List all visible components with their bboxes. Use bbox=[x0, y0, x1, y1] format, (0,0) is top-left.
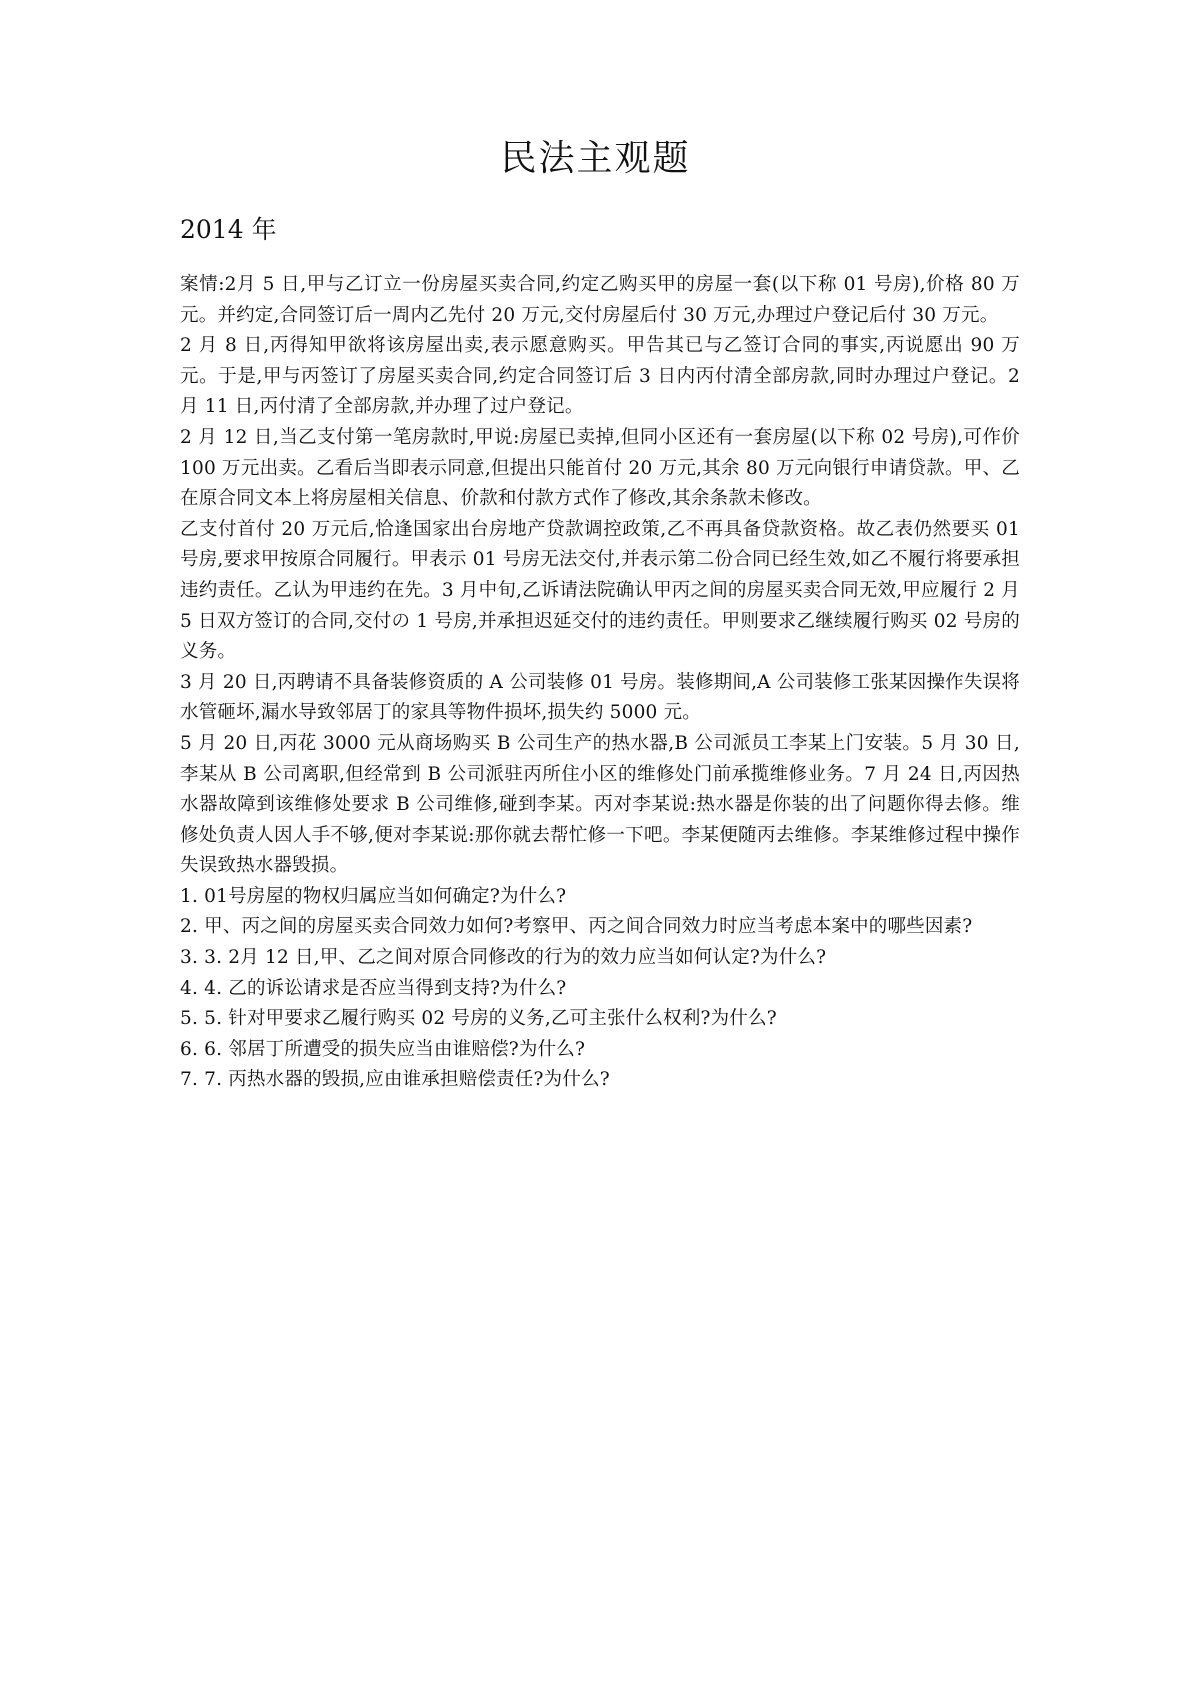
question-3: 3. 3. 2月 12 日,甲、乙之间对原合同修改的行为的效力应当如何认定?为什么? bbox=[180, 947, 827, 969]
case-paragraph-2: 2 月 8 日,丙得知甲欲将该房屋出卖,表示愿意购买。甲告其已与乙签订合同的事实,丙说愿出 90 万元。于是,甲与丙签订了房屋买卖合同,约定合同签订后 3 日内丙付清全部房款,同时办理过户登记。2 月 11 日,丙付清了全部房款,并办理了过户登记。 bbox=[180, 335, 1020, 418]
question-1: 1. 01号房屋的物权归属应当如何确定?为什么? bbox=[180, 885, 567, 907]
question-5: 5. 5. 针对甲要求乙履行购买 02 号房的义务,乙可主张什么权利?为什么? bbox=[180, 1008, 777, 1030]
year-heading: 2014 年 bbox=[180, 215, 277, 244]
case-paragraph-3: 2 月 12 日,当乙支付第一笔房款时,甲说:房屋已卖掉,但同小区还有一套房屋(以下称 02 号房),可作价 100 万元出卖。乙看后当即表示同意,但提出只能首付 20 万元,其余 80 万元向银行申请贷款。甲、乙在原合同文本上将房屋相关信息、价款和付款方式作了修改,其余条款未修改。 bbox=[180, 426, 1020, 510]
question-list bbox=[180, 882, 1020, 1096]
case-paragraph-5: 3 月 20 日,丙聘请不具备装修资质的 A 公司装修 01 号房。装修期间,A 公司装修工张某因操作失误将水管砸坏,漏水导致邻居丁的家具等物件损坏,损失约 5000 元。 bbox=[180, 671, 1020, 724]
document-title: 民法主观题 bbox=[500, 138, 691, 179]
case-paragraph-6: 5 月 20 日,丙花 3000 元从商场购买 B 公司生产的热水器,B 公司派员工李某上门安装。5 月 30 日,李某从 B 公司离职,但经常到 B 公司派驻丙所住小区的维修处门前承揽维修业务。7 月 24 日,丙因热水器故障到该维修处要求 B 公司维修,碰到李某。丙对李某说:热水器是你装的出了问题你得去修。维修处负责人因人手不够,便对李某说:那你就去帮忙修一下吧。李某便随丙去维修。李某维修过程中操作失误致热水器毁损。 bbox=[180, 732, 1020, 877]
question-6: 6. 6. 邻居丁所遭受的损失应当由谁赔偿?为什么? bbox=[180, 1038, 586, 1060]
question-7: 7. 7. 丙热水器的毁损,应由谁承担赔偿责任?为什么? bbox=[180, 1069, 610, 1091]
question-4: 4. 4. 乙的诉讼请求是否应当得到支持?为什么? bbox=[180, 977, 567, 999]
question-2: 2. 甲、丙之间的房屋买卖合同效力如何?考察甲、丙之间合同效力时应当考虑本案中的哪些因素? bbox=[180, 916, 973, 938]
document-body bbox=[180, 270, 1020, 1096]
case-paragraph-1: 案情:2月 5 日,甲与乙订立一份房屋买卖合同,约定乙购买甲的房屋一套(以下称 01 号房),价格 80 万元。并约定,合同签订后一周内乙先付 20 万元,交付房屋后付 30 万元,办理过户登记后付 30 万元。 bbox=[180, 274, 1020, 326]
case-paragraph-4: 乙支付首付 20 万元后,恰逢国家出台房地产贷款调控政策,乙不再具备贷款资格。故乙表仍然要买 01 号房,要求甲按原合同履行。甲表示 01 号房无法交付,并表示第二份合同已经生效,如乙不履行将要承担违约责任。乙认为甲违约在先。3 月中旬,乙诉请法院确认甲丙之间的房屋买卖合同无效,甲应履行 2 月 5 日双方签订的合同,交付の 1 号房,并承担迟延交付的违约责任。甲则要求乙继续履行购买 02 号房的义务。 bbox=[180, 518, 1020, 663]
